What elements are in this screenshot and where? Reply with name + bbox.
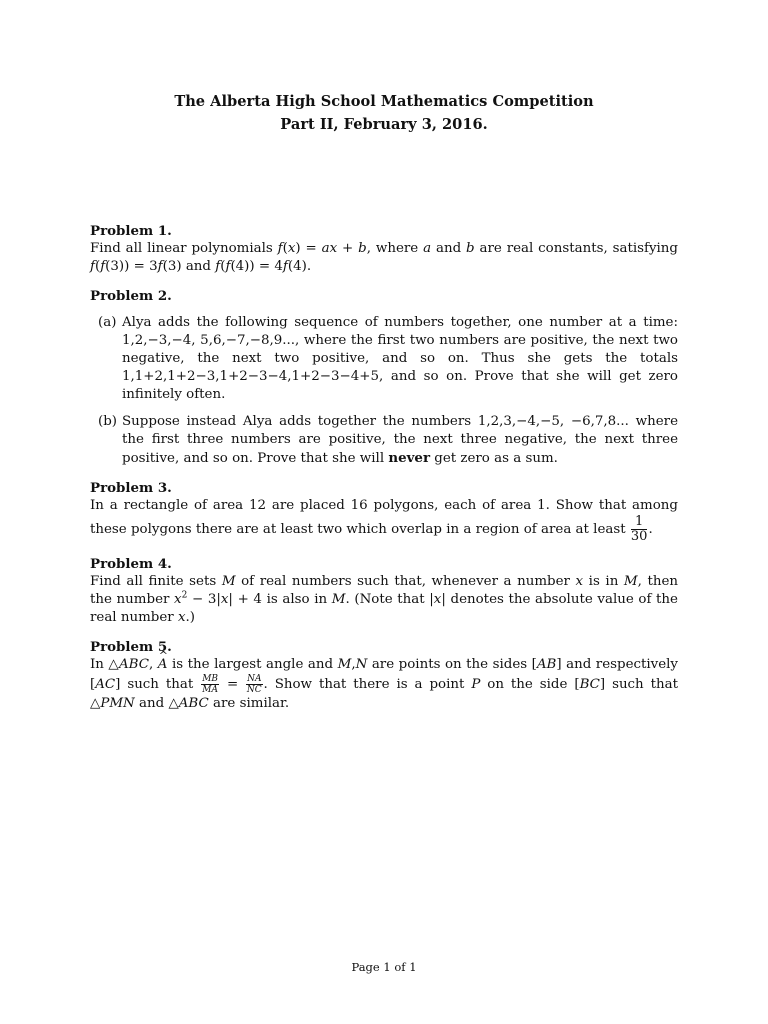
fraction-denominator: 30 [630, 529, 648, 544]
page-footer: Page 1 of 1 [351, 960, 417, 974]
part-text-before: Suppose instead Alya adds together the numbers 1,2,3,−4,−5, −6,7,8... where the first three numbers are positive, the next three negative, the next three positive, and so on. Prove that she will [122, 414, 678, 466]
part-emphasis: never [388, 450, 431, 466]
document-title [0, 90, 768, 136]
part-text [122, 413, 678, 468]
problem-part-a [90, 314, 678, 404]
part-label: (b) [98, 414, 118, 429]
problem-text: Find all finite sets M of real numbers such that, whenever a number x is in M, then the number $x^2 - 3|x| + 4$ is also in M. (Note that |x| denotes the absolute value of the real number x.) [90, 574, 678, 625]
problem-heading: Problem 2. [90, 288, 172, 304]
problem-5 [90, 638, 678, 713]
problem-1 [90, 222, 678, 276]
fraction [631, 515, 648, 544]
problem-3 [90, 479, 678, 544]
problem-heading: Problem 4. [90, 556, 172, 572]
problem-text: Find all linear polynomials f(x) = ax + b, where a and b are real constants, satisfying f(f(3)) = 3f(3) and f(f(4)) = 4f(4). [90, 241, 679, 274]
problem-list [90, 222, 678, 724]
problem-text [90, 497, 678, 544]
part-label: (a) [98, 315, 117, 330]
problem-4 [90, 555, 678, 627]
title-line-1: The Alberta High School Mathematics Competition [174, 93, 594, 110]
problem-text-after: . [648, 522, 653, 537]
problem-heading: Problem 1. [90, 223, 172, 239]
title-line-2: Part II, February 3, 2016. [280, 116, 488, 133]
problem-2 [90, 287, 678, 468]
problem-heading: Problem 5. [90, 639, 172, 655]
fraction-numerator: 1 [631, 515, 648, 530]
part-text-after: get zero as a sum. [434, 451, 558, 466]
problem-heading: Problem 3. [90, 480, 172, 496]
problem-text-before: In a rectangle of area 12 are placed 16 polygons, each of area 1. Show that among these polygons there are at least two which overlap in a region of area at least [90, 498, 678, 537]
problem-text: In △ABC, ^ A is the largest angle and M,N are points on the sides [AB] and respectively [AC] such that $\frac{MB}{MA}$ = $\frac{NA}{NC}$ . Show that there is a point P on the side [BC] such that △PMN and △ABC are similar. [90, 656, 678, 713]
part-text: Alya adds the following sequence of numbers together, one number at a time: 1,2,−3,−4, 5,6,−7,−8,9..., where the first two numbers are positive, the next two negative, the next two positive, and so on. Thus she gets the totals 1,1+2,1+2−3,1+2−3−4,1+2−3−4+5, and so on. Prove that she will get zero infinitely often. [122, 315, 678, 402]
problem-part-b [90, 413, 678, 468]
